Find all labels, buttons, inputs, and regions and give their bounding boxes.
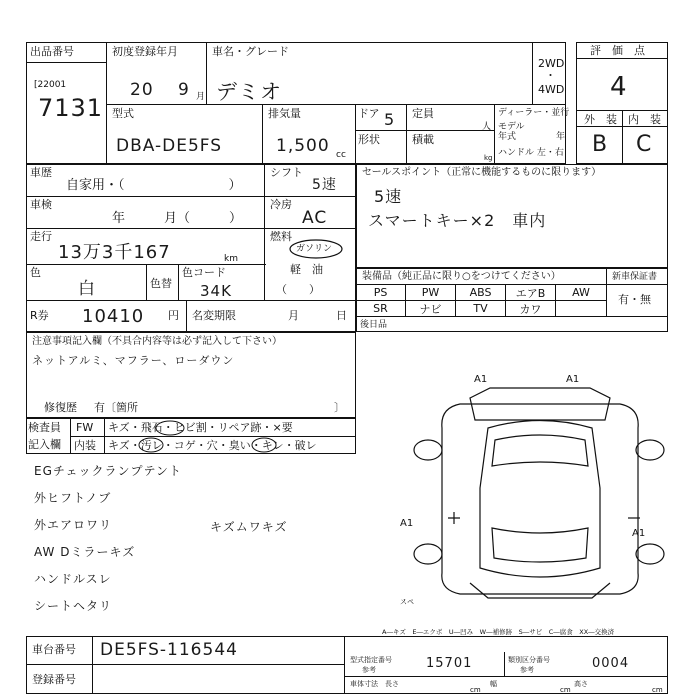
wd4-label: 4WD bbox=[538, 83, 565, 96]
handwritten-note: シートヘタリ bbox=[34, 599, 113, 613]
displacement-value: 1,500 bbox=[276, 136, 330, 156]
displacement-label: 排気量 bbox=[268, 107, 301, 120]
doors-label: ドア bbox=[358, 107, 380, 120]
divider bbox=[206, 42, 207, 104]
spare-mark: スペ bbox=[400, 598, 414, 606]
mileage-unit: km bbox=[224, 254, 238, 264]
sales-line2: スマートキー×2 車内 bbox=[368, 211, 547, 230]
divider bbox=[532, 42, 533, 104]
recycle-value: 10410 bbox=[82, 306, 145, 327]
sales-line1: 5速 bbox=[374, 187, 403, 206]
dims-label: 車体寸法 長さ bbox=[350, 680, 399, 688]
recycle-unit: 円 bbox=[168, 309, 179, 322]
fuel-other: （ ） bbox=[276, 283, 320, 296]
first-reg-month: 9 bbox=[178, 80, 190, 100]
wd2-label: 2WD bbox=[538, 57, 565, 70]
dealer-label: ディーラー・並行 bbox=[498, 108, 570, 118]
car-name: デミオ bbox=[216, 80, 282, 104]
model-value: DBA-DE5FS bbox=[116, 136, 223, 156]
capacity-label: 定員 bbox=[412, 107, 434, 120]
circle-marks bbox=[100, 418, 356, 454]
exterior-label: 外 装 bbox=[584, 113, 617, 126]
divider bbox=[504, 652, 505, 676]
dims-cm-3: cm bbox=[652, 686, 663, 694]
color-code-value: 34K bbox=[200, 282, 232, 300]
width-label: 幅 bbox=[490, 680, 497, 688]
divider bbox=[355, 130, 494, 131]
dims-cm-2: cm bbox=[560, 686, 571, 694]
equipment-item bbox=[556, 301, 606, 316]
divider bbox=[178, 264, 179, 300]
divider bbox=[344, 636, 345, 694]
divider bbox=[26, 300, 356, 301]
divider bbox=[26, 62, 106, 63]
equipment-item: PS bbox=[356, 285, 406, 300]
fuel-gasoline: ガソリン bbox=[296, 244, 333, 254]
interior-label: 内 装 bbox=[628, 113, 661, 126]
handwritten-note: ハンドルスレ bbox=[34, 572, 112, 586]
exterior-value: B bbox=[592, 132, 609, 157]
handwritten-side: キズムワキズ bbox=[210, 520, 288, 534]
inspector-label1: 検査員 bbox=[28, 421, 61, 434]
diagram-mark-a1-right-side: A1 bbox=[632, 528, 646, 539]
type-cert-value: 15701 bbox=[426, 656, 473, 671]
notes-line1: ネットアルミ、マフラー、ローダウン bbox=[32, 354, 235, 367]
history-value: 自家用・（ ） bbox=[66, 178, 242, 193]
diagram-mark-a1-right-top: A1 bbox=[566, 374, 580, 385]
in-label: 内装 bbox=[74, 439, 96, 452]
diagram-mark-a1-left-top: A1 bbox=[474, 374, 488, 385]
divider bbox=[494, 104, 495, 164]
wd-dot: ・ bbox=[545, 69, 556, 82]
divider bbox=[606, 268, 607, 316]
ref-label-1: 参考 bbox=[362, 666, 376, 674]
lot-number: 7131 bbox=[38, 94, 104, 122]
shape-label: 形状 bbox=[358, 133, 380, 146]
chassis-value: DE5FS-116544 bbox=[100, 640, 238, 660]
divider bbox=[26, 196, 356, 197]
color-label: 色 bbox=[30, 266, 41, 279]
divider bbox=[262, 104, 263, 164]
ref-label-2: 参考 bbox=[520, 666, 534, 674]
equipment-item: PW bbox=[406, 285, 456, 300]
divider bbox=[264, 164, 265, 300]
load-label: 積載 bbox=[412, 133, 434, 146]
in-items: キズ・汚レ・コゲ・穴・臭い・キレ・破レ bbox=[108, 439, 317, 452]
repair-label: 修復歴 bbox=[44, 401, 77, 414]
color-change-label: 色替 bbox=[150, 277, 172, 290]
equipment-item: カワ bbox=[506, 301, 556, 316]
displacement-unit: cc bbox=[336, 150, 346, 160]
history-label: 車歴 bbox=[30, 166, 52, 179]
divider bbox=[26, 228, 356, 229]
divider bbox=[344, 676, 668, 677]
divider bbox=[576, 58, 668, 59]
handwritten-note: EGチェックランプテント bbox=[34, 464, 182, 478]
divider bbox=[26, 664, 344, 665]
divider bbox=[355, 104, 356, 164]
equipment-item: ABS bbox=[456, 285, 506, 300]
divider bbox=[186, 300, 187, 332]
rating-label: 評 価 点 bbox=[590, 44, 645, 57]
diagram-mark-a1-left-side: A1 bbox=[400, 518, 414, 529]
inspection-label: 車検 bbox=[30, 198, 52, 211]
sales-title: セールスポイント（正常に機能するものに限ります） bbox=[362, 167, 602, 178]
first-reg-label: 初度登録年月 bbox=[112, 45, 178, 58]
mileage-value: 13万3千167 bbox=[58, 242, 171, 263]
ac-label: 冷房 bbox=[270, 198, 292, 211]
shift-label: シフト bbox=[270, 166, 303, 179]
equipment-title: 装備品（純正品に限り○をつけてください） bbox=[362, 271, 561, 282]
chassis-label: 車台番号 bbox=[32, 643, 76, 656]
gasoline-circle bbox=[288, 238, 344, 260]
warranty-label: 新車保証書 bbox=[612, 272, 658, 282]
inspection-value: 年 月（ ） bbox=[112, 211, 243, 226]
divider bbox=[406, 104, 407, 164]
model-label: 型式 bbox=[112, 107, 134, 120]
height-label: 高さ bbox=[574, 680, 588, 688]
handwritten-note: 外エアロワリ bbox=[34, 518, 113, 532]
mileage-label: 走行 bbox=[30, 230, 52, 243]
first-reg-year: 20 bbox=[130, 80, 154, 100]
rating-value: 4 bbox=[610, 72, 628, 102]
divider bbox=[106, 42, 107, 164]
equipment-item: SR bbox=[356, 301, 406, 316]
interior-value: C bbox=[636, 132, 653, 157]
type-cert-label: 型式指定番号 bbox=[350, 656, 392, 664]
dims-cm-1: cm bbox=[470, 686, 481, 694]
divider bbox=[106, 104, 566, 105]
divider bbox=[146, 264, 147, 300]
year-unit: 年 bbox=[556, 132, 566, 142]
divider bbox=[92, 636, 93, 694]
divider bbox=[356, 316, 668, 317]
name-change-label: 名変期限 bbox=[192, 309, 236, 322]
fw-items: キズ・飛石・ヒビ割・リペア跡・×要 bbox=[108, 421, 293, 434]
year-label: 年式 bbox=[498, 132, 517, 142]
fuel-label: 燃料 bbox=[270, 230, 292, 243]
capacity-unit: 人 bbox=[482, 122, 492, 132]
class-value: 0004 bbox=[592, 656, 630, 671]
damage-legend: A―キズ E―エクボ U―凹み W―補修跡 S―サビ C―腐食 XX―交換済 bbox=[382, 628, 615, 636]
lot-code: [22001 bbox=[34, 80, 67, 90]
equipment-item: ナビ bbox=[406, 301, 456, 316]
recycle-label: R券 bbox=[30, 309, 49, 322]
load-unit: kg bbox=[484, 154, 493, 162]
car-name-label: 車名・グレード bbox=[212, 45, 289, 58]
name-change-month: 月 bbox=[288, 309, 299, 322]
repair-value: 有〔箇所 bbox=[94, 401, 138, 414]
shift-value: 5速 bbox=[312, 177, 337, 193]
equipment-item: AW bbox=[572, 286, 590, 299]
repair-close: 〕 bbox=[334, 401, 345, 414]
handwritten-note: AW Dミラーキズ bbox=[34, 545, 136, 559]
notes-title: 注意事項記入欄（不具合内容等は必ず記入して下さい） bbox=[32, 336, 282, 347]
warranty-value: 有・無 bbox=[618, 293, 651, 306]
inspector-label2: 記入欄 bbox=[28, 438, 61, 451]
color-code-label: 色コード bbox=[182, 266, 226, 279]
doors-value: 5 bbox=[384, 110, 396, 129]
name-change-day: 日 bbox=[336, 309, 347, 322]
fw-label: FW bbox=[76, 421, 94, 434]
equipment-item: TV bbox=[456, 301, 506, 316]
color-value: 白 bbox=[78, 279, 96, 299]
handle-label: ハンドル 左・右 bbox=[498, 148, 564, 158]
class-label: 類別区分番号 bbox=[508, 656, 550, 664]
fuel-diesel: 軽 油 bbox=[290, 263, 323, 276]
reg-label: 登録番号 bbox=[32, 673, 76, 686]
retrofit-label: 後日品 bbox=[360, 320, 388, 330]
divider bbox=[622, 110, 623, 164]
handwritten-note: 外ヒフトノブ bbox=[34, 491, 112, 505]
month-suffix: 月 bbox=[196, 92, 206, 102]
equipment-item: エアB bbox=[506, 285, 556, 300]
car-diagram bbox=[400, 368, 668, 618]
ac-value: AC bbox=[302, 208, 328, 228]
model-year-label: モデル bbox=[498, 122, 525, 132]
lot-label: 出品番号 bbox=[30, 45, 74, 58]
